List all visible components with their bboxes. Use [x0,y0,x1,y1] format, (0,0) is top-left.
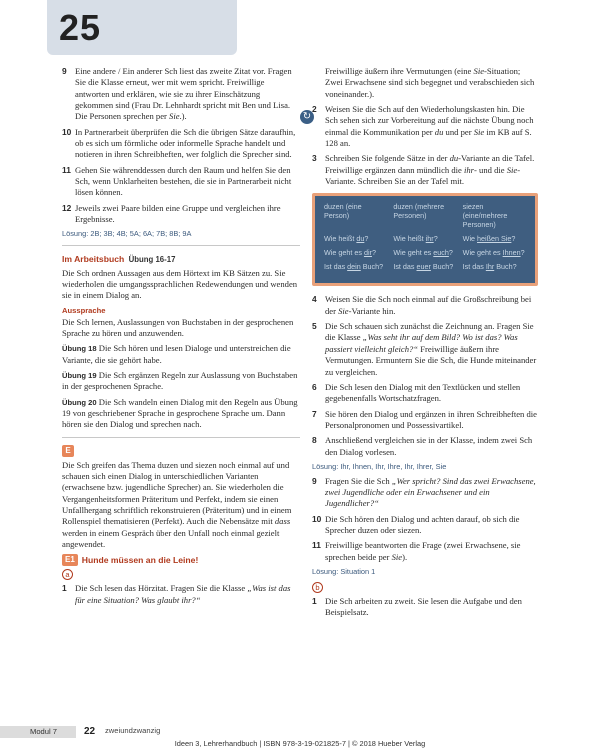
section-e-badge: E [62,445,74,457]
aussprache-heading: Aussprache [62,305,106,315]
list-item: 12 Jeweils zwei Paare bilden eine Gruppe und vergleichen ihre Ergebnisse. [62,202,281,225]
table-cell: Wie heißen Sie? [462,234,516,244]
section-e-paragraph: Die Sch greifen das Thema duzen und siezen noch einmal auf und schauen sich einen Dialog in unterschiedlichen Varianten (erwachsene bzw. jugendliche Sprecher) an. Sie wiederholen die Vergangenheitsformen Präteritum und Perfekt, indem sie einen Unfallhergang schriftlich rekonstruieren (Präteritum) und in einem Rollenspiel thematisieren (Perfekt). Auch die Nebensätze mit dass werden in einem Gespräch über den Unfall noch einmal gezielt angewendet. [62,459,292,550]
list-item: 9 Fragen Sie die Sch „Wer spricht? Sind das zwei Erwachsene, zwei Jugendliche oder ein Erwachsener und ein Jugendlicher?“ [312,475,536,509]
continued-paragraph: Freiwillige äußern ihre Vermutungen (eine Sie-Situation; Zwei Erwachsene sind sich begegnet und verabschieden sich voneinander.). [325,66,535,99]
blackboard [312,193,538,286]
list-item: 11 Freiwillige beantworten die Frage (zwei Erwachsene, sie sprechen beide per Sie). [312,540,521,562]
e1-title: Hunde müssen an die Leine! [81,554,199,565]
list-item: 1 Die Sch arbeiten zu zweit. Sie lesen die Aufgabe und den Beispielsatz. [312,595,522,618]
table-cell: Wie heißt du? [324,234,369,244]
list-item: 5 Die Sch schauen sich zunächst die Zeichnung an. Fragen Sie die Klasse „Was seht ihr auf dem Bild? Wo ist das? Was passiert vielleicht gleich?“ Freiwillige äußern ihre Vermutungen. Ermuntern Sie die Sch, die Hunde miteinander zu vergleichen. [312,321,537,377]
page-number: 25 [59,7,102,48]
table-cell: duzen (eine Person) [324,202,362,221]
list-item: 11 Gehen Sie währenddessen durch den Raum und helfen Sie den Sch, wenn Unklarheiten bestehen, die sie in Partnerarbeit nicht lösen können. [62,164,292,198]
right-column [302,66,538,623]
table-cell: Ist das euer Buch? [393,262,454,272]
aussprache-paragraph: Die Sch lernen, Auslassungen von Buchstaben in der gesprochenen Sprache zu hören und anzuwenden. [62,316,294,338]
arbeitsbuch-heading: Im Arbeitsbuch Übung 16-17 [62,254,176,265]
table-cell: Ist das Ihr Buch? [462,262,517,272]
table-cell: Ist das dein Buch? [324,262,384,272]
solution-line: Lösung: Situation 1 [312,567,376,577]
e1-badge: E1 [62,554,78,566]
table-row [321,262,529,276]
footer-page-number: 22 [84,726,96,737]
table-cell: duzen (mehrere Personen) [393,202,445,221]
list-item: 10 Die Sch hören den Dialog und achten darauf, ob sich die Sprecher duzen oder siezen. [312,513,520,536]
list-item: 6 Die Sch lesen den Dialog mit den Textlücken und stellen gegebenenfalls Wortschatzfragen. [312,381,521,404]
uebung-paragraph: Übung 20 Die Sch wandeln einen Dialog mit den Regeln aus Übung 19 von geschriebener Sprache in gesprochene Sprache um. Dann hören sie den Dialog und sprechen nach. [62,396,298,430]
e1-heading [62,554,300,566]
table-row [321,202,529,234]
table-cell: Wie geht es euch? [393,248,453,258]
table-row [321,248,529,262]
solution-line: Lösung: 2B; 3B; 4B; 5A; 6A; 7B; 8B; 9A [62,229,192,239]
list-item: ↻ 2 Weisen Sie die Sch auf den Wiederholungskasten hin. Die Sch sehen sich zur Vorbereitung auf die nächste Übung noch einmal die Kommunikation per du und per Sie im KB auf S. 128 an. [312,104,538,149]
page-number-badge [47,0,237,55]
table-row [321,234,529,248]
footer-isbn: Ideen 3, Lehrerhandbuch | ISBN 978-3-19-021825-7 | © 2018 Hueber Verlag [174,739,426,748]
blackboard-table [321,202,529,276]
list-item: 8 Anschließend vergleichen sie in der Klasse, indem zwei Sch den Dialog vorlesen. [312,435,533,457]
list-item: 4 Weisen Sie die Sch noch einmal auf die Großschreibung bei der Sie-Variante hin. [312,294,532,316]
list-item: 1 Die Sch lesen das Hörzitat. Fragen Sie die Klasse „Was ist das für eine Situation? Was glaubt ihr?“ [62,583,291,605]
table-cell: siezen (eine/mehrere Personen) [462,202,508,230]
list-item: 3 Schreiben Sie folgende Sätze in der du-Variante an die Tafel. Freiwillige ergänzen dann mündlich die ihr- und die Sie-Variante. Schreiben Sie an der Tafel mit. [312,153,535,187]
list-item: 9 Eine andere / Ein anderer Sch liest das zweite Zitat vor. Fragen Sie die Klasse erneut, wer mit wem spricht. Freiwillige antworten und erklären, wie sie zu ihrer Einschätzung gekommen sind (Frau Dr. Lehnhardt spricht mit Ben und Lisa. Die Personen sprechen per Sie.). [62,66,292,122]
uebung-paragraph: Übung 18 Die Sch hören und lesen Dialoge und unterstreichen die Variante, die sie gehört habe. [62,343,291,365]
left-column [62,66,300,610]
table-cell: Wie heißt ihr? [393,234,438,244]
solution-line: Lösung: Ihr, Ihnen, Ihr, Ihre, Ihr, Ihrer, Sie [312,461,447,471]
list-item: 7 Sie hören den Dialog und ergänzen in ihren Schreibheften die Personalpronomen und Possessivartikel. [312,408,537,430]
divider [62,245,300,246]
module-tab: Modul 7 [0,726,76,738]
table-cell: Wie geht es dir? [324,248,376,258]
uebung-paragraph: Übung 19 Die Sch ergänzen Regeln zur Auslassung von Buchstaben in der gesprochenen Sprache. [62,370,298,392]
subtask-a-marker: a [62,569,73,580]
footer-page-word: zweiundzwanzig [105,726,161,735]
arbeitsbuch-paragraph: Die Sch ordnen Aussagen aus dem Hörtext im KB Sätzen zu. Sie wiederholen die umgangssprachlichen Redewendungen und wenden sie in einem Dialog an. [62,267,298,301]
divider [62,437,300,438]
refresh-icon: ↻ [300,110,314,124]
table-cell: Wie geht es Ihnen? [462,248,525,258]
list-item: 10 In Partnerarbeit überprüfen die Sch die übrigen Sätze daraufhin, ob es sich um förmliche oder informelle Sprache handelt und notieren in ihren Schreibheften, wer folglich die Sprecher sind. [62,126,296,160]
subtask-b-marker: b [312,582,323,593]
